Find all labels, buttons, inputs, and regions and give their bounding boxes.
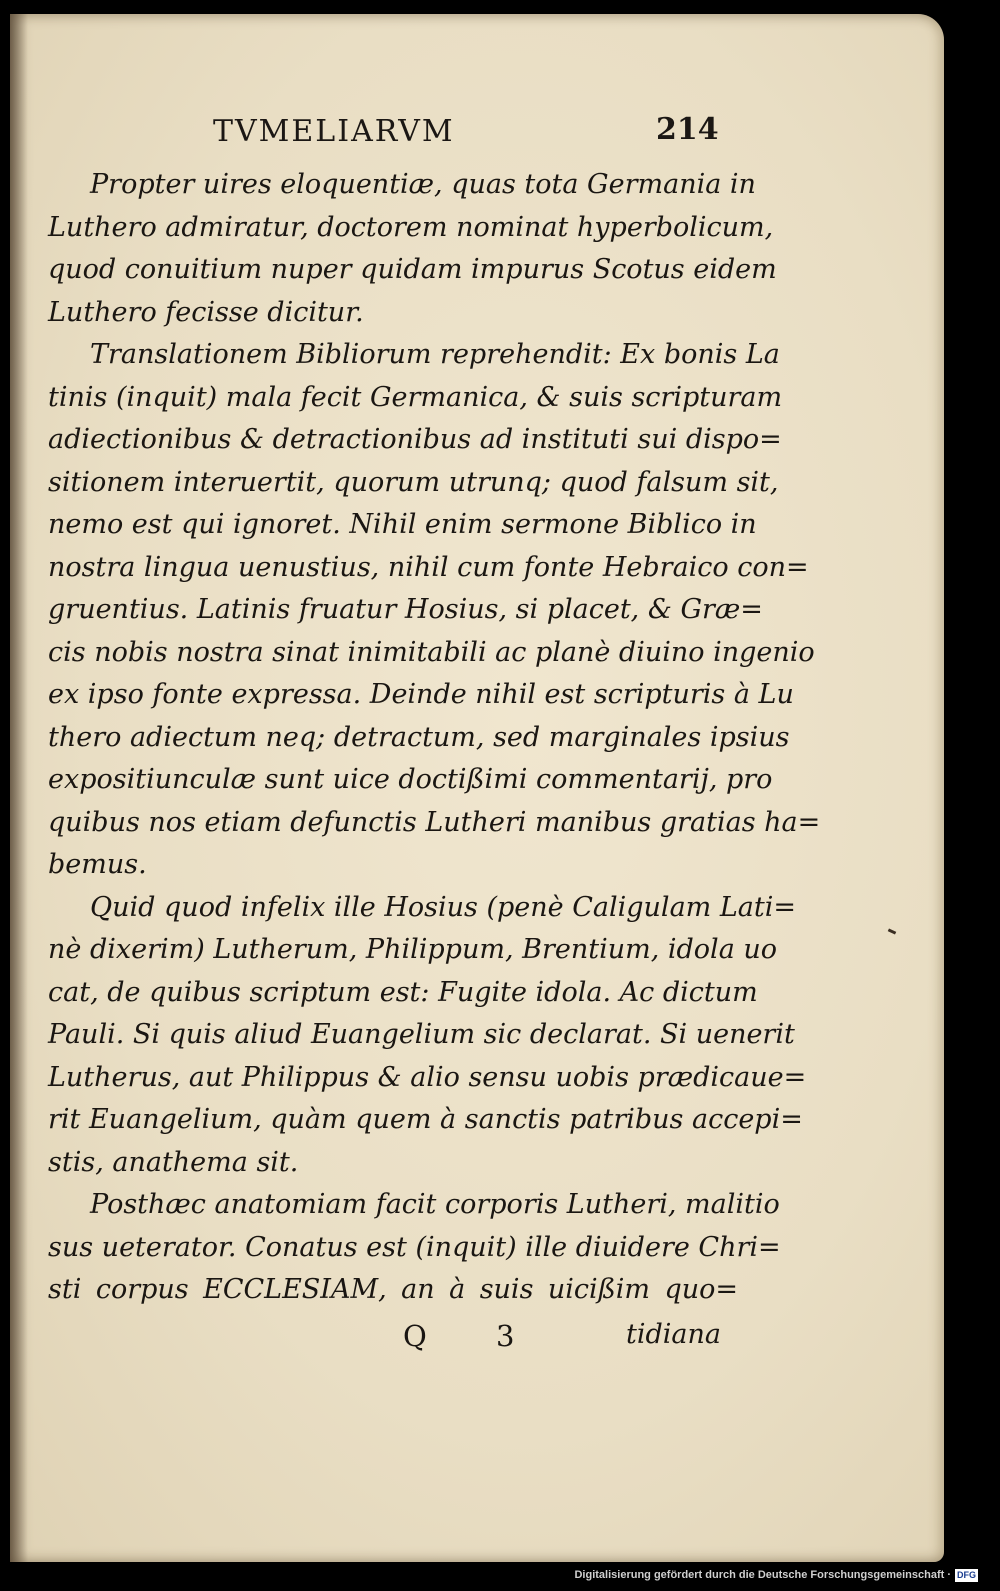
- text-line: nostra lingua uenustius, nihil cum fonte Hebraico con=: [48, 551, 809, 583]
- digitization-credit: [574, 1565, 978, 1585]
- text-line: rit Euangelium, quàm quem à sanctis patribus accepi=: [48, 1104, 803, 1135]
- text-line: gruentius. Latinis fruatur Hosius, si placet, & Græ=: [48, 594, 763, 625]
- text-line: Luthero admiratur, doctorem nominat hyperbolicum,: [48, 211, 774, 243]
- text-line: ex ipso fonte expressa. Deinde nihil est scripturis à Lu: [48, 679, 794, 710]
- running-title: TVMELIARVM: [213, 114, 455, 149]
- body-text: [48, 164, 821, 1312]
- text-line: thero adiectum neq; detractum, sed marginales ipsius: [48, 721, 790, 753]
- catchword: tidiana: [626, 1319, 721, 1350]
- text-line: adiectionibus & detractionibus ad instituti sui dispo=: [48, 424, 782, 455]
- folio-number: 214: [656, 112, 719, 147]
- text-line: cat, de quibus scriptum est: Fugite idola. Ac dictum: [48, 976, 758, 1008]
- text-line: Quid quod infelix ille Hosius (penè Caligulam Lati=: [90, 891, 796, 923]
- text-line: cis nobis nostra sinat inimitabili ac planè diuino ingenio: [48, 636, 815, 668]
- text-line: tinis (inquit) mala fecit Germanica, & suis scripturam: [48, 381, 783, 413]
- text-line: nemo est qui ignoret. Nihil enim sermone Biblico in: [48, 509, 757, 540]
- text-line: sus ueterator. Conatus est (inquit) ille diuidere Chri=: [48, 1231, 781, 1263]
- text-line: nè dixerim) Lutherum, Philippum, Brentium, idola uo: [48, 934, 778, 965]
- text-line: quod conuitium nuper quidam impurus Scotus eidem: [48, 254, 777, 285]
- text-line: sitionem interuertit, quorum utrunq; quod falsum sit,: [48, 466, 779, 498]
- credit-text: Digitalisierung gefördert durch die Deutsche Forschungsgemeinschaft ·: [574, 1569, 951, 1581]
- text-line: Lutherus, aut Philippus & alio sensu uobis prædicaue=: [48, 1061, 807, 1093]
- paper-speck: [888, 928, 897, 934]
- text-line: Translationem Bibliorum reprehendit: Ex bonis La: [90, 339, 780, 370]
- text-line: sti corpus ECCLESIAM, an à suis uicißim quo=: [48, 1274, 738, 1305]
- dfg-logo-icon: DFG: [957, 1569, 976, 1580]
- running-head: [10, 104, 944, 154]
- book-page: [10, 14, 944, 1562]
- text-line: Luthero fecisse dicitur.: [48, 296, 364, 328]
- text-line: Pauli. Si quis aliud Euangelium sic declarat. Si uenerit: [48, 1019, 795, 1050]
- signature-mark: Q 3: [403, 1319, 545, 1353]
- text-line: Propter uires eloquentiæ, quas tota Germania in: [90, 169, 756, 200]
- text-line: expositiunculæ sunt uice doctißimi commentarij, pro: [48, 764, 773, 795]
- text-line: bemus.: [48, 849, 147, 880]
- text-line: stis, anathema sit.: [48, 1146, 299, 1178]
- page-footer: [10, 1319, 944, 1359]
- text-line: quibus nos etiam defunctis Lutheri manibus gratias ha=: [48, 806, 821, 838]
- text-line: Posthæc anatomiam facit corporis Lutheri, malitio: [90, 1189, 780, 1220]
